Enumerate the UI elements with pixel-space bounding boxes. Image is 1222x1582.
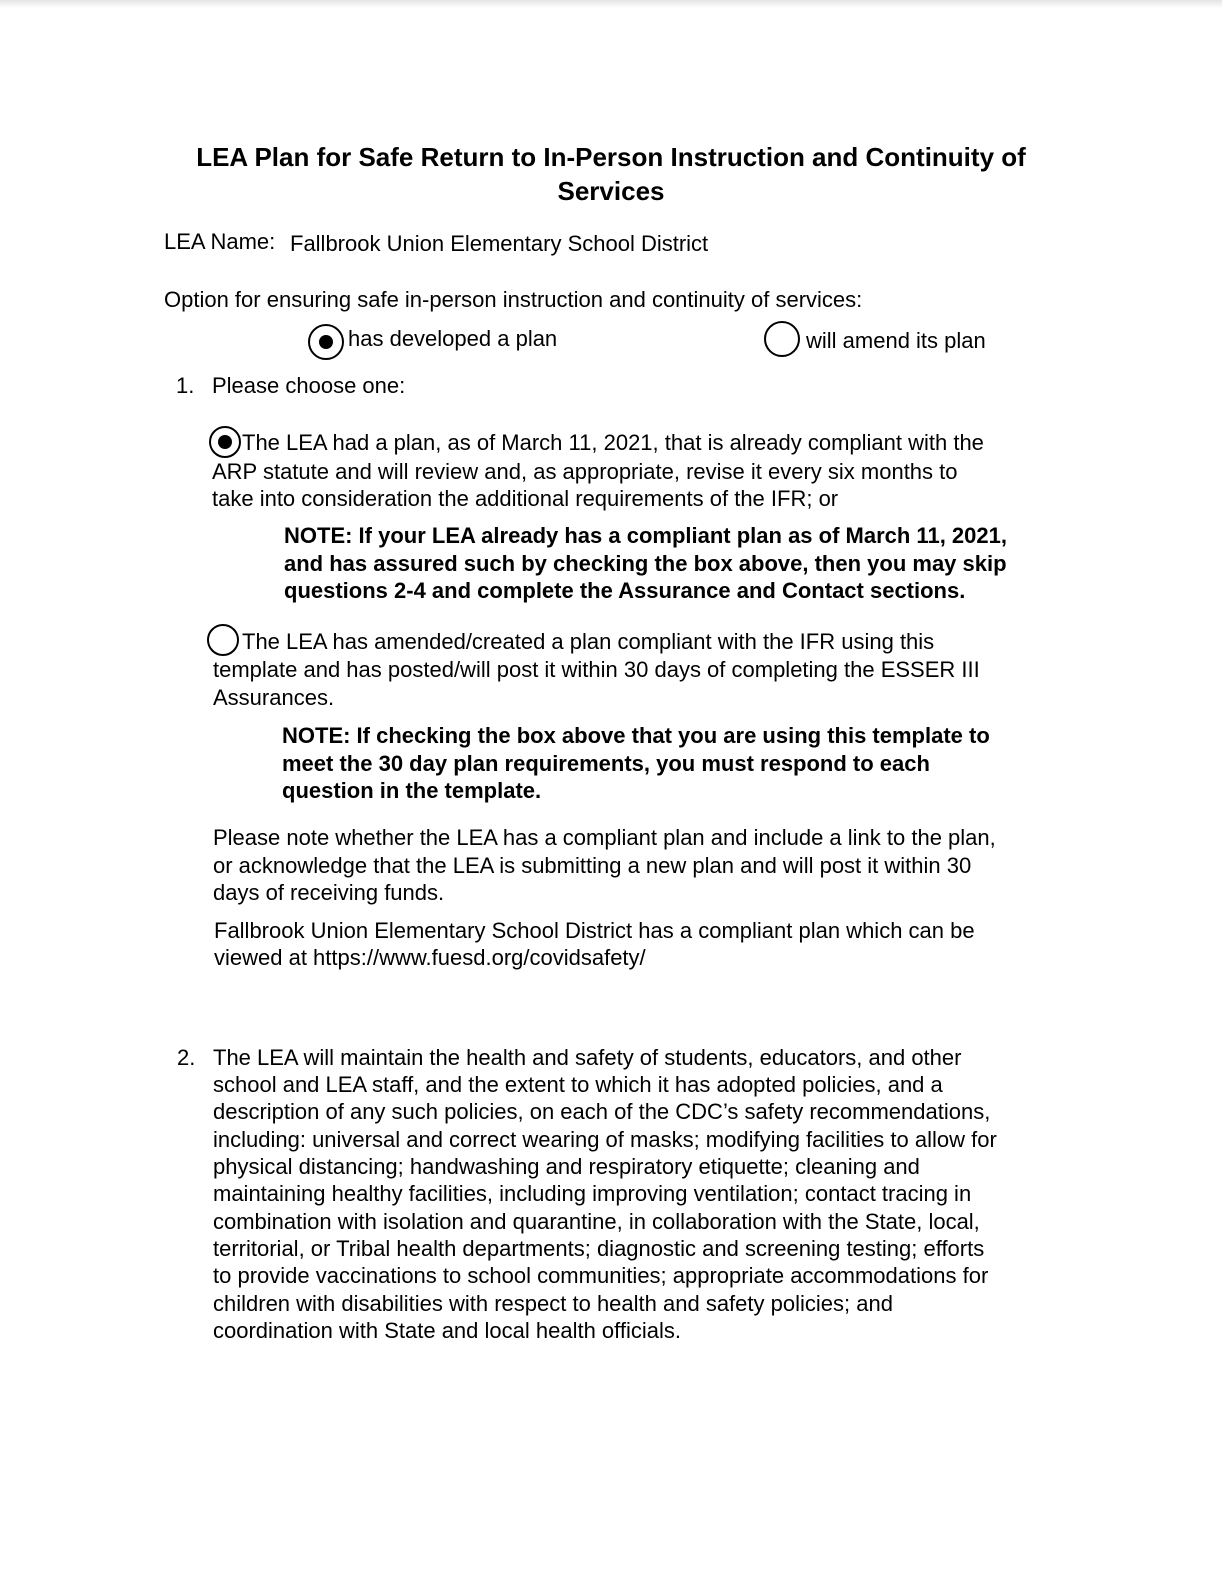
question-2-line: description of any such policies, on each of the CDC’s safety recommendations,	[213, 1099, 991, 1124]
option-amend-label: will amend its plan	[806, 328, 986, 353]
question-2-number: 2.	[177, 1045, 196, 1070]
note-compliant-plan-line: NOTE: If your LEA already has a compliant plan as of March 11, 2021,	[284, 523, 1007, 548]
question-2-line: coordination with State and local health officials.	[213, 1318, 681, 1343]
choice-compliant-plan-line: The LEA had a plan, as of March 11, 2021, that is already compliant with the	[242, 430, 984, 455]
instruction-line: Please note whether the LEA has a compliant plan and include a link to the plan,	[213, 825, 996, 850]
question-1-prompt: Please choose one:	[212, 373, 406, 398]
question-2-line: including: universal and correct wearing of masks; modifying facilities to allow for	[213, 1127, 997, 1152]
choice-amended-plan-line: template and has posted/will post it within 30 days of completing the ESSER III	[213, 657, 980, 682]
question-2-line: The LEA will maintain the health and safety of students, educators, and other	[213, 1045, 962, 1070]
question-2-line: children with disabilities with respect to health and safety policies; and	[213, 1291, 893, 1316]
choice-amended-plan-line: Assurances.	[213, 685, 335, 710]
option-amend-radio[interactable]	[764, 321, 800, 357]
radio-selected-dot	[218, 435, 232, 449]
choice-compliant-plan-line: take into consideration the additional requirements of the IFR; or	[212, 486, 839, 511]
lea-name-field[interactable]: Fallbrook Union Elementary School District	[290, 231, 709, 256]
page-title: LEA Plan for Safe Return to In-Person Instruction and Continuity of Services	[196, 142, 1026, 206]
radio-selected-dot	[319, 335, 333, 349]
page-top-shadow	[0, 0, 1222, 8]
option-developed-radio[interactable]	[308, 324, 344, 360]
option-prompt: Option for ensuring safe in-person instruction and continuity of services:	[164, 287, 863, 312]
note-amended-plan-line: NOTE: If checking the box above that you are using this template to	[282, 723, 990, 748]
question-2-line: combination with isolation and quarantine, in collaboration with the State, local,	[213, 1209, 980, 1234]
note-compliant-plan-line: and has assured such by checking the box above, then you may skip	[284, 551, 1007, 576]
response-field-line[interactable]: Fallbrook Union Elementary School District has a compliant plan which can be	[214, 918, 975, 943]
choice-amended-plan-line: The LEA has amended/created a plan compliant with the IFR using this	[242, 629, 935, 654]
choice-amended-plan-radio[interactable]	[207, 624, 239, 656]
question-2-line: territorial, or Tribal health departments; diagnostic and screening testing; efforts	[213, 1236, 985, 1261]
lea-name-label: LEA Name:	[164, 229, 276, 254]
question-1-number: 1.	[176, 373, 195, 398]
question-2-line: school and LEA staff, and the extent to which it has adopted policies, and a	[213, 1072, 943, 1097]
instruction-line: or acknowledge that the LEA is submitting a new plan and will post it within 30	[213, 853, 972, 878]
response-field-line[interactable]: viewed at https://www.fuesd.org/covidsafety/	[214, 945, 646, 970]
option-developed-label: has developed a plan	[348, 326, 558, 351]
choice-compliant-plan-line: ARP statute and will review and, as appropriate, revise it every six months to	[212, 459, 958, 484]
choice-compliant-plan-radio[interactable]	[209, 426, 241, 458]
note-compliant-plan-line: questions 2-4 and complete the Assurance and Contact sections.	[284, 578, 966, 603]
note-amended-plan-line: meet the 30 day plan requirements, you must respond to each	[282, 751, 930, 776]
note-amended-plan-line: question in the template.	[282, 778, 542, 803]
instruction-line: days of receiving funds.	[213, 880, 445, 905]
question-2-line: physical distancing; handwashing and respiratory etiquette; cleaning and	[213, 1154, 920, 1179]
question-2-line: to provide vaccinations to school communities; appropriate accommodations for	[213, 1263, 989, 1288]
question-2-line: maintaining healthy facilities, including improving ventilation; contact tracing in	[213, 1181, 972, 1206]
